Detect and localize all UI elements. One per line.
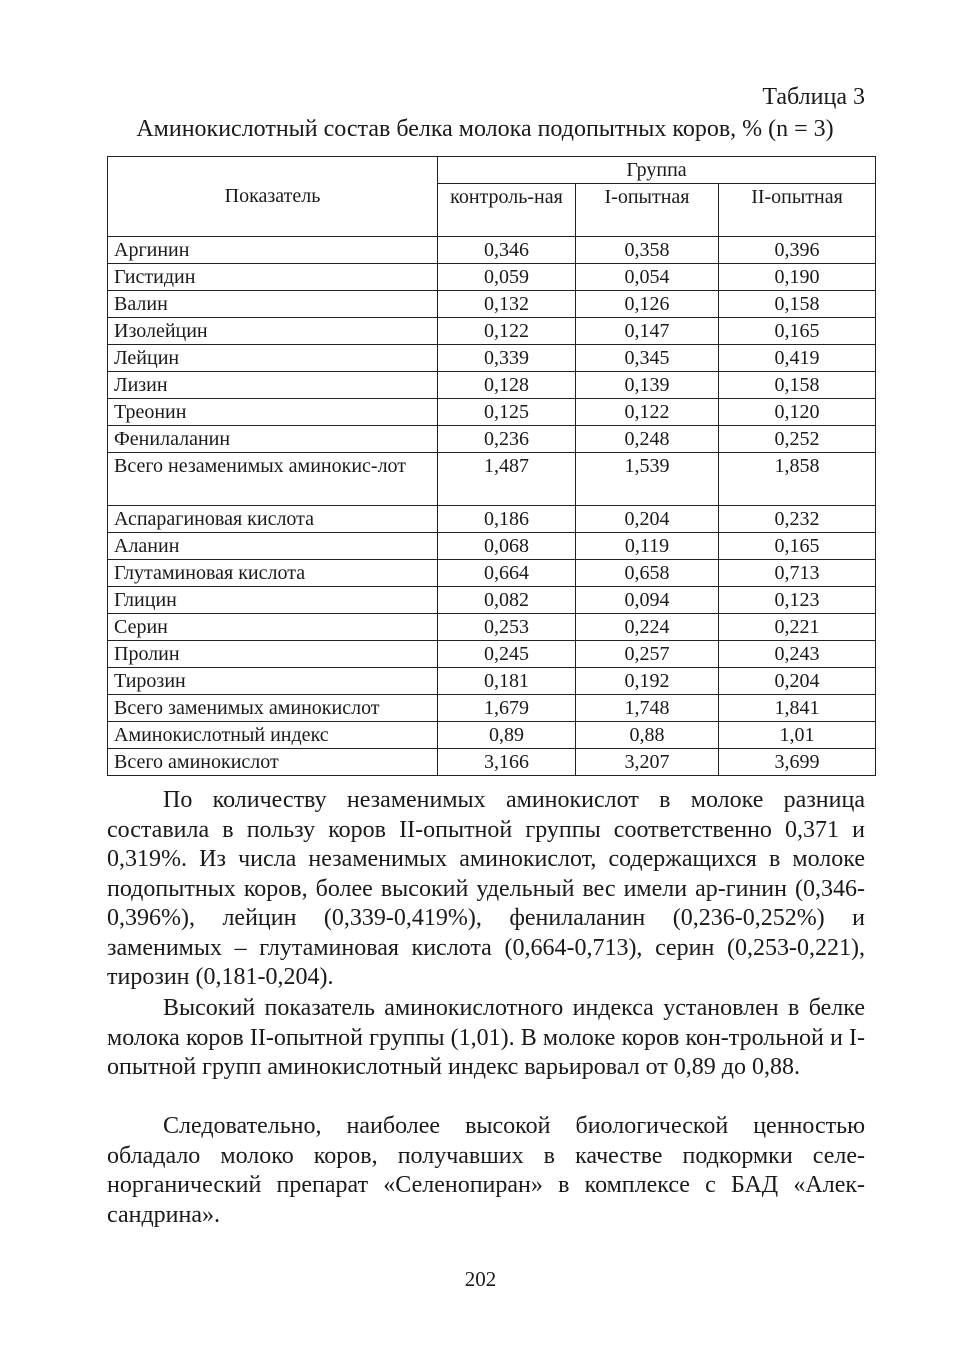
- value-group-1: 0,358: [576, 237, 719, 264]
- value-group-1: 0,126: [576, 291, 719, 318]
- row-label: Изолейцин: [108, 318, 438, 345]
- row-label: Аминокислотный индекс: [108, 722, 438, 749]
- paragraph-conclusion: Следовательно, наиболее высокой биологической ценностью обладало молоко коров, получавших в качестве подкормки селе-норганический препарат «Селенопиран» в комплексе с БАД «Алек-сандрина».: [107, 1113, 865, 1228]
- value-group-2: 0,165: [719, 318, 876, 345]
- value-control: 0,664: [438, 560, 576, 587]
- header-group: Группа: [438, 157, 876, 184]
- value-group-1: 1,539: [576, 453, 719, 506]
- value-control: 0,186: [438, 506, 576, 533]
- paragraph-essential-amino-acids: По количеству незаменимых аминокислот в молоке разница составила в пользу коров II-опытной группы соответственно 0,371 и 0,319%. Из числа незаменимых аминокислот, содержащихся в молоке подопытных коров, более высокий удельный вес имели ар-гинин (0,346-0,396%), лейцин (0,339-0,419%), фенилаланин (0,236-0,252%) и заменимых – глутаминовая кислота (0,664-0,713), серин (0,253-0,221), тирозин (0,181-0,204).: [107, 787, 865, 990]
- row-label: Тирозин: [108, 668, 438, 695]
- value-control: 0,132: [438, 291, 576, 318]
- row-label: Фенилаланин: [108, 426, 438, 453]
- table-row: [108, 641, 876, 668]
- value-group-2: 0,252: [719, 426, 876, 453]
- value-group-2: 0,158: [719, 372, 876, 399]
- value-group-2: 1,01: [719, 722, 876, 749]
- value-group-2: 0,190: [719, 264, 876, 291]
- value-group-2: 3,699: [719, 749, 876, 776]
- table-row: [108, 372, 876, 399]
- table-row: [108, 560, 876, 587]
- value-group-1: 0,094: [576, 587, 719, 614]
- row-label: Пролин: [108, 641, 438, 668]
- value-group-1: 0,224: [576, 614, 719, 641]
- row-label: Гистидин: [108, 264, 438, 291]
- value-group-1: 0,122: [576, 399, 719, 426]
- value-group-1: 0,192: [576, 668, 719, 695]
- row-label: Всего незаменимых аминокис-лот: [108, 453, 438, 506]
- value-group-2: 0,419: [719, 345, 876, 372]
- value-group-1: 0,147: [576, 318, 719, 345]
- table-row: [108, 587, 876, 614]
- value-group-2: 1,858: [719, 453, 876, 506]
- value-group-1: 0,658: [576, 560, 719, 587]
- table-row: [108, 345, 876, 372]
- table-row-total: [108, 749, 876, 776]
- row-label: Всего аминокислот: [108, 749, 438, 776]
- value-group-1: 0,204: [576, 506, 719, 533]
- table-row-total-nonessential: [108, 695, 876, 722]
- table-row: [108, 614, 876, 641]
- table-title: Аминокислотный состав белка молока подопытных коров, % (n = 3): [136, 116, 834, 142]
- value-control: 0,125: [438, 399, 576, 426]
- row-label: Аргинин: [108, 237, 438, 264]
- value-group-1: 0,345: [576, 345, 719, 372]
- value-group-2: 0,713: [719, 560, 876, 587]
- value-control: 0,122: [438, 318, 576, 345]
- value-group-2: 0,232: [719, 506, 876, 533]
- table-row: [108, 426, 876, 453]
- row-label: Глутаминовая кислота: [108, 560, 438, 587]
- table-row: [108, 237, 876, 264]
- value-control: 0,253: [438, 614, 576, 641]
- value-control: 1,487: [438, 453, 576, 506]
- row-label: Валин: [108, 291, 438, 318]
- value-group-2: 0,243: [719, 641, 876, 668]
- value-group-1: 0,139: [576, 372, 719, 399]
- table-row: [108, 291, 876, 318]
- value-control: 0,236: [438, 426, 576, 453]
- amino-acid-table: [107, 156, 876, 776]
- value-control: 3,166: [438, 749, 576, 776]
- value-group-2: 0,158: [719, 291, 876, 318]
- table-row: [108, 264, 876, 291]
- value-group-2: 1,841: [719, 695, 876, 722]
- value-group-1: 0,88: [576, 722, 719, 749]
- value-control: 0,346: [438, 237, 576, 264]
- value-control: 0,339: [438, 345, 576, 372]
- value-control: 0,89: [438, 722, 576, 749]
- value-control: 0,059: [438, 264, 576, 291]
- row-label: Всего заменимых аминокислот: [108, 695, 438, 722]
- row-label: Аланин: [108, 533, 438, 560]
- value-group-2: 0,396: [719, 237, 876, 264]
- table-row: [108, 399, 876, 426]
- header-column-group-1: I-опытная: [576, 184, 719, 237]
- value-group-2: 0,165: [719, 533, 876, 560]
- table-row: [108, 506, 876, 533]
- table-row-amino-index: [108, 722, 876, 749]
- value-group-1: 0,054: [576, 264, 719, 291]
- value-control: 1,679: [438, 695, 576, 722]
- value-control: 0,181: [438, 668, 576, 695]
- row-label: Лейцин: [108, 345, 438, 372]
- header-column-control: контроль-ная: [438, 184, 576, 237]
- value-group-1: 1,748: [576, 695, 719, 722]
- header-indicator: Показатель: [108, 157, 438, 237]
- value-group-1: 3,207: [576, 749, 719, 776]
- page-number: 202: [464, 1267, 497, 1291]
- value-control: 0,068: [438, 533, 576, 560]
- paragraph-amino-acid-index: Высокий показатель аминокислотного индекса установлен в белке молока коров II-опытной группы (1,01). В молоке коров кон-трольной и I-опытной групп аминокислотный индекс варьировал от 0,89 до 0,88.: [107, 995, 865, 1080]
- value-group-1: 0,119: [576, 533, 719, 560]
- value-control: 0,128: [438, 372, 576, 399]
- row-label: Глицин: [108, 587, 438, 614]
- table-row: [108, 533, 876, 560]
- table-number: Таблица 3: [762, 84, 865, 110]
- table-row: [108, 668, 876, 695]
- value-group-2: 0,221: [719, 614, 876, 641]
- row-label: Лизин: [108, 372, 438, 399]
- header-column-group-2: II-опытная: [719, 184, 876, 237]
- table-row-total-essential: [108, 453, 876, 506]
- row-label: Треонин: [108, 399, 438, 426]
- value-group-2: 0,120: [719, 399, 876, 426]
- row-label: Серин: [108, 614, 438, 641]
- value-control: 0,245: [438, 641, 576, 668]
- row-label: Аспарагиновая кислота: [108, 506, 438, 533]
- value-control: 0,082: [438, 587, 576, 614]
- table-row: [108, 318, 876, 345]
- value-group-2: 0,204: [719, 668, 876, 695]
- value-group-1: 0,257: [576, 641, 719, 668]
- value-group-1: 0,248: [576, 426, 719, 453]
- value-group-2: 0,123: [719, 587, 876, 614]
